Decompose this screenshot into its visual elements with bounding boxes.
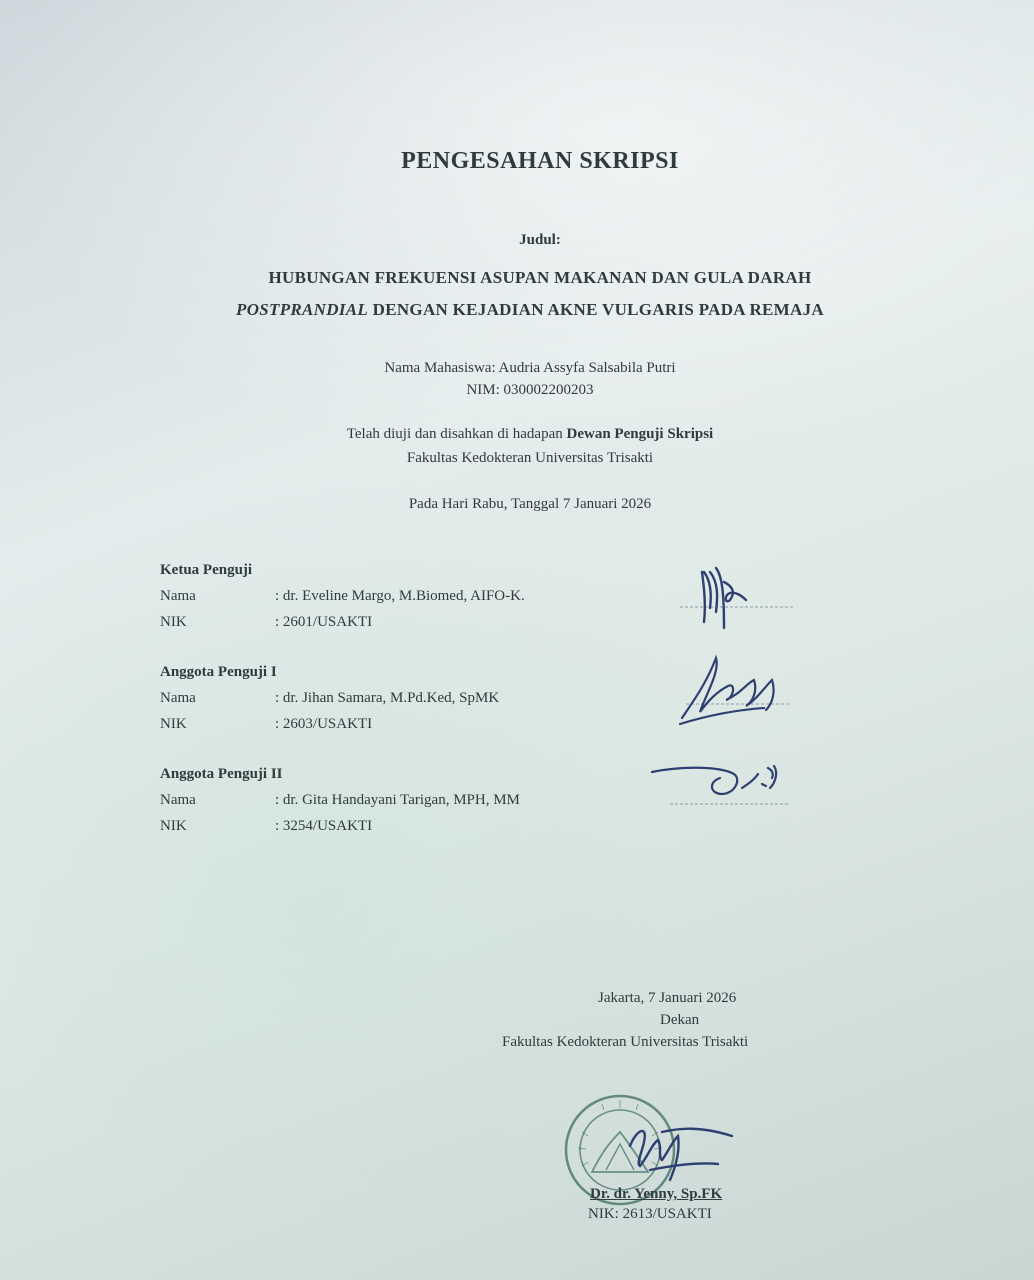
examiner-nik: : 3254/USAKTI — [275, 818, 373, 834]
examiner-name: : dr. Eveline Margo, M.Biomed, AIFO-K. — [275, 588, 525, 604]
dean-name: Dr. dr. Yenny, Sp.FK — [590, 1186, 723, 1202]
examiner-name-label: Nama — [160, 588, 196, 604]
examiner-nik-label: NIK — [160, 716, 187, 732]
thesis-title-italic-word: POSTPRANDIAL — [236, 300, 369, 319]
examiner-nik: : 2603/USAKTI — [275, 716, 373, 732]
dean-faculty: Fakultas Kedokteran Universitas Trisakti — [502, 1034, 749, 1050]
dean-nik: NIK: 2613/USAKTI — [588, 1206, 712, 1222]
examiner-nik-label: NIK — [160, 818, 187, 834]
signature-anggota-2 — [650, 758, 790, 814]
approval-statement — [250, 426, 810, 443]
exam-date: Pada Hari Rabu, Tanggal 7 Januari 2026 — [408, 496, 652, 512]
page-title: PENGESAHAN SKRIPSI — [401, 148, 679, 174]
thesis-title-line-2 — [160, 300, 900, 320]
student-nim: NIM: 030002200203 — [466, 382, 594, 398]
examiner-role: Ketua Penguji — [160, 562, 253, 578]
dean-position: Dekan — [660, 1012, 700, 1028]
examiner-nik-label: NIK — [160, 614, 187, 630]
examiner-role: Anggota Penguji I — [160, 664, 277, 680]
approval-prefix: Telah diuji dan disahkan di hadapan — [346, 426, 567, 442]
examiner-name: : dr. Jihan Samara, M.Pd.Ked, SpMK — [275, 690, 500, 706]
thesis-title-line-1: HUBUNGAN FREKUENSI ASUPAN MAKANAN DAN GULA DARAH — [268, 268, 812, 287]
examiner-name-label: Nama — [160, 792, 196, 808]
examiner-name: : dr. Gita Handayani Tarigan, MPH, MM — [275, 792, 520, 808]
student-name: Nama Mahasiswa: Audria Assyfa Salsabila Putri — [384, 360, 676, 376]
approval-board: Dewan Penguji Skripsi — [566, 426, 714, 442]
examiner-role: Anggota Penguji II — [160, 766, 283, 782]
signature-ketua — [680, 552, 800, 634]
examiner-nik: : 2601/USAKTI — [275, 614, 373, 630]
signature-dekan — [600, 1106, 740, 1186]
thesis-title-line-2-rest: DENGAN KEJADIAN AKNE VULGARIS PADA REMAJA — [368, 300, 824, 319]
signature-anggota-1 — [676, 650, 796, 732]
examiner-name-label: Nama — [160, 690, 196, 706]
faculty-name: Fakultas Kedokteran Universitas Trisakti — [406, 450, 654, 466]
dean-place-date: Jakarta, 7 Januari 2026 — [598, 990, 737, 1006]
judul-label: Judul: — [519, 232, 561, 248]
